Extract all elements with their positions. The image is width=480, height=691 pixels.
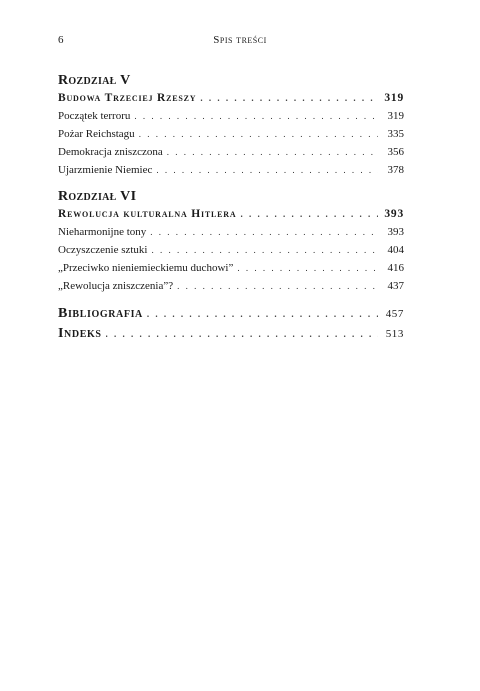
toc-entry[interactable]: [58, 259, 404, 277]
entry-title: Bibliografia: [58, 306, 143, 321]
entry-page: 378: [387, 164, 404, 176]
entry-page: 319: [387, 110, 404, 122]
dot-leader: [147, 304, 378, 324]
dot-leader: [156, 161, 378, 179]
entry-page: 393: [387, 226, 404, 238]
toc-entry[interactable]: [58, 277, 404, 295]
dot-leader: [200, 89, 378, 107]
dot-leader: [237, 259, 378, 277]
entry-title: Indeks: [58, 326, 102, 341]
dot-leader: [167, 143, 378, 161]
toc-entry[interactable]: [58, 241, 404, 259]
entry-title: Początek terroru: [58, 110, 131, 122]
entry-page: 513: [385, 328, 404, 340]
dot-leader: [134, 107, 378, 125]
dot-leader: [139, 125, 378, 143]
entry-page: 356: [387, 146, 404, 158]
entry-page: 437: [387, 280, 404, 292]
chapter-title-entry[interactable]: [58, 89, 404, 107]
running-head: Spis treści: [213, 34, 267, 46]
chapter-5: [58, 72, 404, 179]
dot-leader: [240, 205, 378, 223]
chapter-label: Rozdział V: [58, 73, 131, 88]
entry-page: 319: [384, 92, 404, 104]
toc-entry[interactable]: [58, 223, 404, 241]
entry-title: Budowa Trzeciej Rzeszy: [58, 92, 197, 104]
toc-entry[interactable]: [58, 107, 404, 125]
chapter-6: [58, 188, 404, 295]
entry-page: 404: [387, 244, 404, 256]
entry-page: 335: [387, 128, 404, 140]
entry-title: Rewolucja kulturalna Hitlera: [58, 208, 237, 220]
entry-title: „Przeciwko nieniemieckiemu duchowi”: [58, 262, 234, 274]
chapter-label: Rozdział VI: [58, 189, 137, 204]
entry-page: 393: [384, 208, 404, 220]
dot-leader: [177, 277, 378, 295]
entry-page: 416: [387, 262, 404, 274]
back-matter: [58, 304, 404, 344]
toc-entry[interactable]: [58, 161, 404, 179]
entry-title: „Rewolucja zniszczenia”?: [58, 280, 174, 292]
entry-title: Demokracja zniszczona: [58, 146, 163, 158]
toc-entry[interactable]: [58, 125, 404, 143]
page-number: 6: [58, 34, 64, 46]
bibliography-entry[interactable]: [58, 304, 404, 324]
entry-title: Pożar Reichstagu: [58, 128, 135, 140]
dot-leader: [151, 241, 378, 259]
entry-title: Ujarzmienie Niemiec: [58, 164, 153, 176]
dot-leader: [106, 324, 378, 344]
toc-entry[interactable]: [58, 143, 404, 161]
entry-page: 457: [385, 308, 404, 320]
entry-title: Oczyszczenie sztuki: [58, 244, 148, 256]
entry-title: Nieharmonijne tony: [58, 226, 147, 238]
table-of-contents: [58, 72, 404, 344]
index-entry[interactable]: [58, 324, 404, 344]
dot-leader: [150, 223, 378, 241]
chapter-title-entry[interactable]: [58, 205, 404, 223]
